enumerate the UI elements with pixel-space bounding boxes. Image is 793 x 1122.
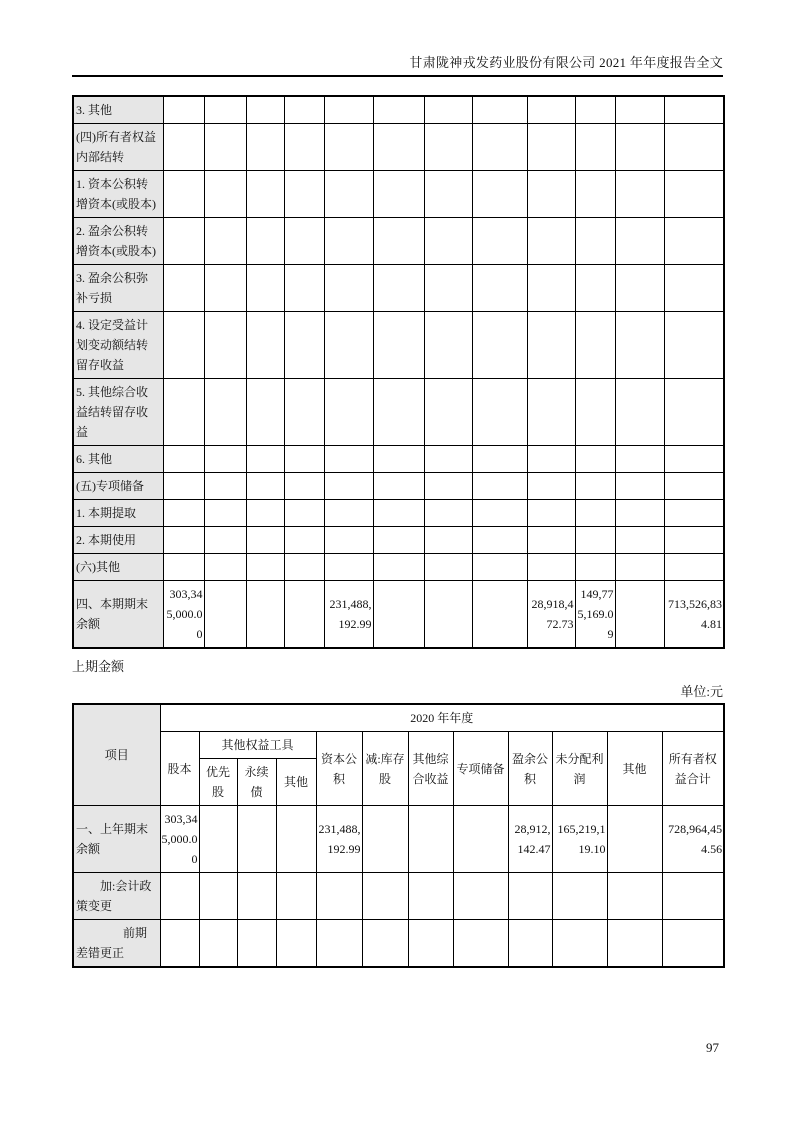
table-cell xyxy=(615,171,664,218)
table-cell xyxy=(246,265,284,312)
table-cell xyxy=(472,500,527,527)
table-cell xyxy=(324,124,373,171)
table-row xyxy=(73,312,724,379)
table-cell xyxy=(664,124,724,171)
table-row-prior-year-end-balance xyxy=(73,806,724,873)
table-cell xyxy=(664,265,724,312)
table-cell xyxy=(424,379,472,446)
table-cell xyxy=(575,265,615,312)
table-cell xyxy=(424,446,472,473)
table-cell xyxy=(424,554,472,581)
row-label: 1. 资本公积转增资本(或股本) xyxy=(73,171,163,218)
table-cell xyxy=(527,171,575,218)
table-cell xyxy=(160,920,199,968)
header-row xyxy=(73,732,724,759)
table-cell xyxy=(424,265,472,312)
table-cell xyxy=(284,554,324,581)
table-cell xyxy=(472,473,527,500)
header-other-comprehensive-income: 其他综合收益 xyxy=(408,732,453,806)
header-undistributed-profit: 未分配利润 xyxy=(552,732,607,806)
table-cell xyxy=(284,218,324,265)
table-cell xyxy=(237,806,276,873)
table-cell xyxy=(664,527,724,554)
table-cell xyxy=(508,920,552,968)
header-item: 项目 xyxy=(73,704,160,806)
table-cell xyxy=(664,171,724,218)
table-cell xyxy=(664,96,724,124)
header-share-capital: 股本 xyxy=(160,732,199,806)
table-cell xyxy=(284,473,324,500)
table-cell xyxy=(453,873,508,920)
row-label: 一、上年期末余额 xyxy=(73,806,160,873)
table-cell xyxy=(284,265,324,312)
table-cell xyxy=(246,446,284,473)
table-row xyxy=(73,379,724,446)
header-special-reserve: 专项储备 xyxy=(453,732,508,806)
table-cell xyxy=(204,527,246,554)
table-cell xyxy=(472,312,527,379)
table-row xyxy=(73,218,724,265)
table-cell xyxy=(527,218,575,265)
table-cell xyxy=(163,265,204,312)
table-cell xyxy=(472,124,527,171)
table-cell xyxy=(204,446,246,473)
table-cell xyxy=(246,218,284,265)
table-cell xyxy=(575,379,615,446)
table-cell xyxy=(615,473,664,500)
table-cell xyxy=(324,265,373,312)
table-cell xyxy=(276,873,316,920)
table-cell xyxy=(472,171,527,218)
table-cell xyxy=(284,581,324,649)
table-cell xyxy=(575,527,615,554)
table-cell xyxy=(615,500,664,527)
table-cell xyxy=(575,500,615,527)
table-cell xyxy=(527,124,575,171)
table-cell xyxy=(237,873,276,920)
table-cell xyxy=(575,171,615,218)
table-cell xyxy=(615,96,664,124)
value-undistributed-profit: 165,219,119.10 xyxy=(552,806,607,873)
table-cell xyxy=(362,920,408,968)
table-cell xyxy=(163,473,204,500)
header-row xyxy=(73,704,724,732)
table-cell xyxy=(163,218,204,265)
table-cell xyxy=(204,379,246,446)
table-cell xyxy=(246,473,284,500)
row-label: 四、本期期末余额 xyxy=(73,581,163,649)
table-cell xyxy=(373,581,424,649)
table-cell xyxy=(615,527,664,554)
table-cell xyxy=(373,527,424,554)
table-cell xyxy=(615,581,664,649)
table-cell xyxy=(373,124,424,171)
table-cell xyxy=(508,873,552,920)
table-row-period-end-balance xyxy=(73,581,724,649)
table-cell xyxy=(324,312,373,379)
table-cell xyxy=(527,265,575,312)
table-cell xyxy=(527,312,575,379)
table-cell xyxy=(575,312,615,379)
table-cell xyxy=(204,500,246,527)
table-cell xyxy=(552,873,607,920)
table-cell xyxy=(664,473,724,500)
table-cell xyxy=(607,873,662,920)
table-cell xyxy=(246,312,284,379)
table-cell xyxy=(607,806,662,873)
table-cell xyxy=(408,806,453,873)
table-cell xyxy=(472,96,527,124)
row-label: 加:会计政策变更 xyxy=(73,873,160,920)
table-cell xyxy=(472,554,527,581)
table-cell xyxy=(316,920,362,968)
table-cell xyxy=(324,554,373,581)
table-cell xyxy=(527,554,575,581)
table-cell xyxy=(607,920,662,968)
table-row-accounting-policy-change xyxy=(73,873,724,920)
table-cell xyxy=(324,527,373,554)
table-cell xyxy=(284,446,324,473)
table-cell xyxy=(163,171,204,218)
value-capital-reserve: 231,488,192.99 xyxy=(316,806,362,873)
table-cell xyxy=(246,500,284,527)
table-cell xyxy=(575,124,615,171)
table-cell xyxy=(664,500,724,527)
table-cell xyxy=(163,446,204,473)
table-cell xyxy=(324,446,373,473)
table-cell xyxy=(527,379,575,446)
table-cell xyxy=(527,527,575,554)
table-row xyxy=(73,554,724,581)
row-label: 前期差错更正 xyxy=(73,920,160,968)
table-cell xyxy=(284,124,324,171)
table-cell xyxy=(163,124,204,171)
table-cell xyxy=(575,554,615,581)
table-cell xyxy=(373,171,424,218)
table-cell xyxy=(246,527,284,554)
table-cell xyxy=(472,581,527,649)
table-row xyxy=(73,124,724,171)
table-cell xyxy=(424,581,472,649)
table-cell xyxy=(246,581,284,649)
table-cell xyxy=(373,218,424,265)
header-perpetual-bond: 永续债 xyxy=(237,759,276,806)
table-cell xyxy=(204,312,246,379)
table-row xyxy=(73,527,724,554)
table-cell xyxy=(199,806,237,873)
table-cell xyxy=(664,554,724,581)
table-row-prior-error-correction xyxy=(73,920,724,968)
table-cell xyxy=(472,218,527,265)
unit-label: 单位:元 xyxy=(680,684,723,699)
table-cell xyxy=(284,171,324,218)
table-cell xyxy=(362,873,408,920)
table-cell xyxy=(284,527,324,554)
table-cell xyxy=(324,473,373,500)
row-label: 3. 其他 xyxy=(73,96,163,124)
table-cell xyxy=(664,379,724,446)
value-surplus-reserve: 28,912,142.47 xyxy=(508,806,552,873)
table-row xyxy=(73,265,724,312)
header-total-owners-equity: 所有者权益合计 xyxy=(662,732,724,806)
table-row xyxy=(73,446,724,473)
row-label: (六)其他 xyxy=(73,554,163,581)
table-cell xyxy=(575,446,615,473)
table-cell xyxy=(199,873,237,920)
table-cell xyxy=(424,124,472,171)
table-cell xyxy=(246,124,284,171)
table-cell xyxy=(246,554,284,581)
table-cell xyxy=(324,171,373,218)
page-header xyxy=(72,0,723,77)
table-cell xyxy=(204,265,246,312)
table-cell xyxy=(552,920,607,968)
table-cell xyxy=(373,96,424,124)
table-cell xyxy=(246,379,284,446)
table-cell xyxy=(424,500,472,527)
value-surplus-reserve: 28,918,472.73 xyxy=(527,581,575,649)
table-cell xyxy=(362,806,408,873)
table-cell xyxy=(163,527,204,554)
row-label: 2. 盈余公积转增资本(或股本) xyxy=(73,218,163,265)
table-cell xyxy=(527,446,575,473)
table-cell xyxy=(204,171,246,218)
table-cell xyxy=(204,96,246,124)
table-cell xyxy=(163,96,204,124)
header-other: 其他 xyxy=(607,732,662,806)
table-cell xyxy=(575,473,615,500)
table-cell xyxy=(424,218,472,265)
table-cell xyxy=(527,473,575,500)
table-cell xyxy=(472,265,527,312)
table-cell xyxy=(324,500,373,527)
table-cell xyxy=(324,218,373,265)
header-other-instrument: 其他 xyxy=(276,759,316,806)
value-share-capital: 303,345,000.00 xyxy=(163,581,204,649)
table-cell xyxy=(284,379,324,446)
prior-year-table xyxy=(72,703,725,968)
table-cell xyxy=(246,171,284,218)
table-cell xyxy=(316,873,362,920)
table-cell xyxy=(204,218,246,265)
table-cell xyxy=(527,96,575,124)
row-label: 3. 盈余公积弥补亏损 xyxy=(73,265,163,312)
value-total-equity: 728,964,454.56 xyxy=(662,806,724,873)
header-other-equity-instruments: 其他权益工具 xyxy=(199,732,316,759)
table-cell xyxy=(615,265,664,312)
table-cell xyxy=(373,379,424,446)
row-label: (五)专项储备 xyxy=(73,473,163,500)
table-row xyxy=(73,171,724,218)
table-cell xyxy=(276,920,316,968)
table-cell xyxy=(163,554,204,581)
table-cell xyxy=(615,218,664,265)
table-cell xyxy=(373,473,424,500)
table-cell xyxy=(204,581,246,649)
table-cell xyxy=(204,124,246,171)
table-cell xyxy=(373,312,424,379)
table-cell xyxy=(408,920,453,968)
table-cell xyxy=(575,218,615,265)
table-cell xyxy=(373,554,424,581)
row-label: 5. 其他综合收益结转留存收益 xyxy=(73,379,163,446)
header-preferred-stock: 优先股 xyxy=(199,759,237,806)
table-cell xyxy=(615,554,664,581)
value-share-capital: 303,345,000.00 xyxy=(160,806,199,873)
table-cell xyxy=(324,379,373,446)
table-cell xyxy=(662,873,724,920)
header-capital-reserve: 资本公积 xyxy=(316,732,362,806)
table-cell xyxy=(664,446,724,473)
table-cell xyxy=(284,312,324,379)
table-cell xyxy=(424,473,472,500)
table-cell xyxy=(424,527,472,554)
table-cell xyxy=(615,312,664,379)
table-cell xyxy=(276,806,316,873)
table-cell xyxy=(575,96,615,124)
table-cell xyxy=(160,873,199,920)
table-row xyxy=(73,96,724,124)
table-cell xyxy=(284,96,324,124)
table-cell xyxy=(424,312,472,379)
table-cell xyxy=(284,500,324,527)
row-label: 1. 本期提取 xyxy=(73,500,163,527)
row-label: 4. 设定受益计划变动额结转留存收益 xyxy=(73,312,163,379)
row-label: (四)所有者权益内部结转 xyxy=(73,124,163,171)
table-cell xyxy=(664,218,724,265)
table-cell xyxy=(408,873,453,920)
table-cell xyxy=(163,500,204,527)
table-cell xyxy=(246,96,284,124)
table-row xyxy=(73,473,724,500)
table-cell xyxy=(424,171,472,218)
header-less-treasury-stock: 减:库存股 xyxy=(362,732,408,806)
table-cell xyxy=(472,446,527,473)
table-cell xyxy=(163,379,204,446)
row-label: 2. 本期使用 xyxy=(73,527,163,554)
value-capital-reserve: 231,488,192.99 xyxy=(324,581,373,649)
value-total-equity: 713,526,834.81 xyxy=(664,581,724,649)
table-cell xyxy=(664,312,724,379)
row-label: 6. 其他 xyxy=(73,446,163,473)
table-cell xyxy=(424,96,472,124)
header-surplus-reserve: 盈余公积 xyxy=(508,732,552,806)
table-cell xyxy=(472,379,527,446)
page-number: 97 xyxy=(706,1040,719,1055)
table-cell xyxy=(453,806,508,873)
prior-period-table-continued xyxy=(72,95,725,649)
table-cell xyxy=(199,920,237,968)
table-cell xyxy=(163,312,204,379)
table-cell xyxy=(472,527,527,554)
table-cell xyxy=(615,446,664,473)
table-cell xyxy=(373,500,424,527)
table-cell xyxy=(204,473,246,500)
table-cell xyxy=(373,265,424,312)
table-cell xyxy=(237,920,276,968)
table-row xyxy=(73,500,724,527)
section-label: 上期金额 xyxy=(72,659,125,674)
header-period-2020: 2020 年年度 xyxy=(160,704,724,732)
report-title: 甘肃陇神戎发药业股份有限公司 2021 年年度报告全文 xyxy=(409,55,723,70)
table-cell xyxy=(453,920,508,968)
table-cell xyxy=(615,379,664,446)
table-cell xyxy=(662,920,724,968)
table-cell xyxy=(615,124,664,171)
table-cell xyxy=(373,446,424,473)
value-undistributed-profit: 149,775,169.09 xyxy=(575,581,615,649)
table-cell xyxy=(324,96,373,124)
table-cell xyxy=(204,554,246,581)
table-cell xyxy=(527,500,575,527)
